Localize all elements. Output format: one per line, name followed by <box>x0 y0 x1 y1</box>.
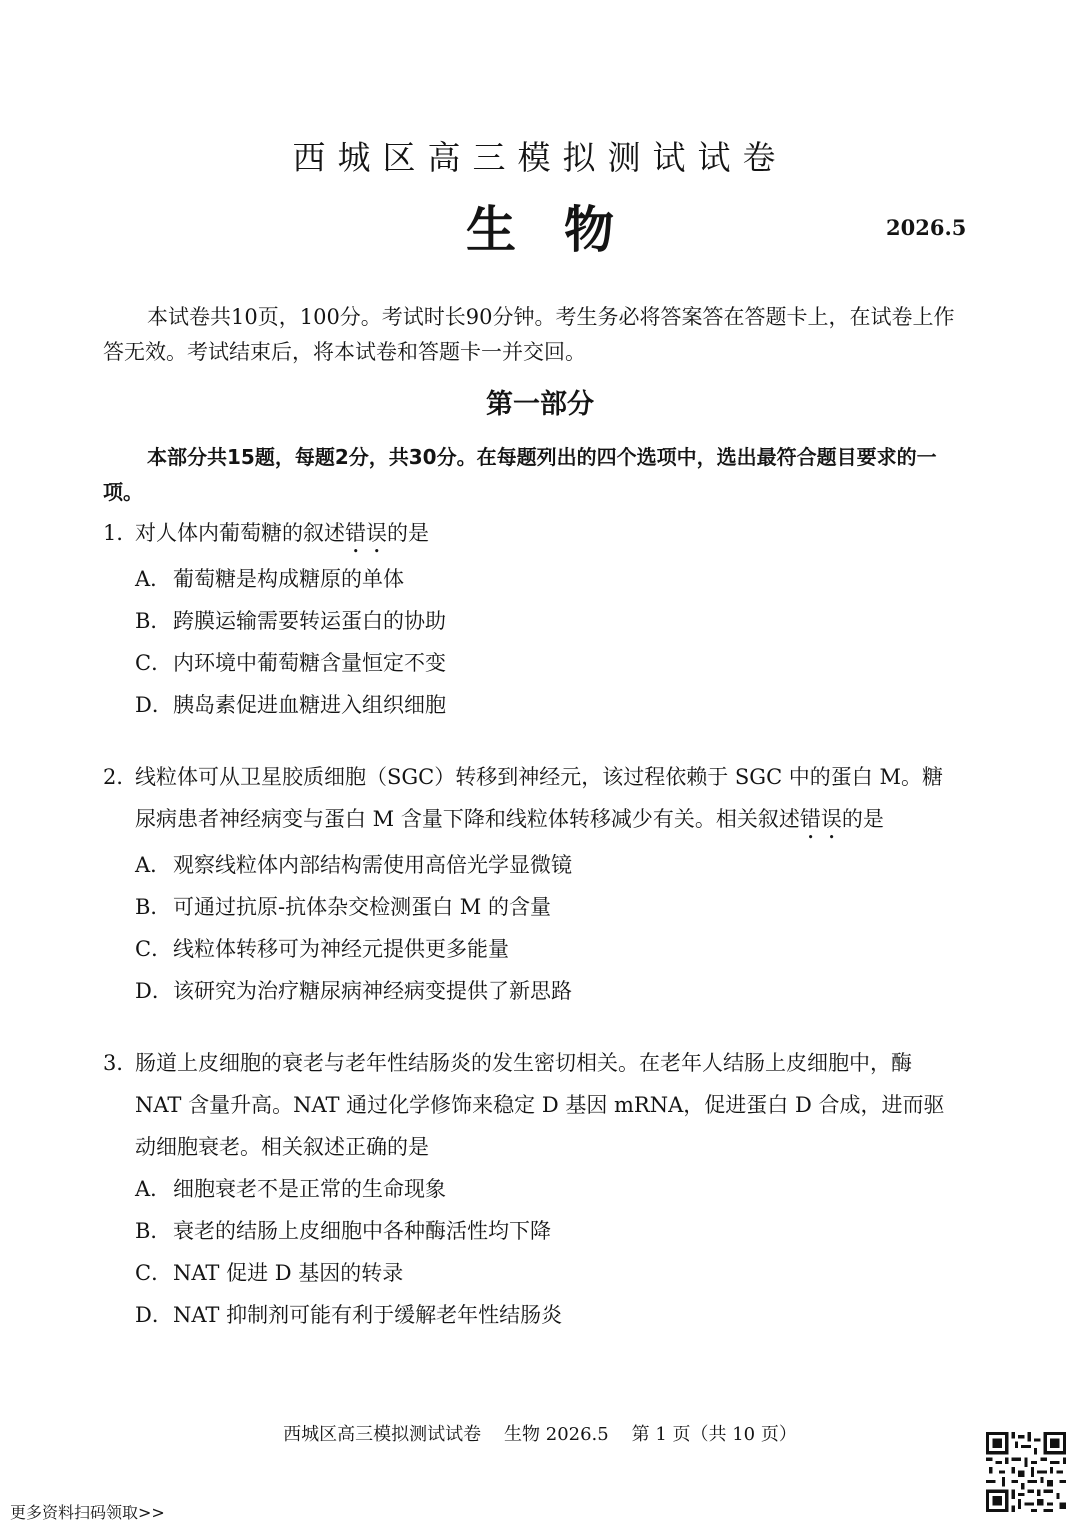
option-d <box>103 970 963 1012</box>
option-a <box>103 558 963 600</box>
stem-text: 线粒体可从卫星胶质细胞（SGC）转移到神经元，该过程依赖于 SGC 中的蛋白 M。糖尿病患者神经病变与蛋白 M 含量下降和线粒体转移减少有关。相关叙述 <box>135 765 943 831</box>
question-text <box>135 512 963 558</box>
option-letter: D． <box>135 1303 173 1327</box>
option-text: 线粒体转移可为神经元提供更多能量 <box>173 937 509 961</box>
promo-link[interactable]: 更多资料扫码领取>> <box>10 1503 165 1522</box>
question-1 <box>103 512 963 726</box>
option-b <box>103 1210 963 1252</box>
option-text: 该研究为治疗糖尿病神经病变提供了新思路 <box>173 979 572 1003</box>
stem-emphasis: 错误 <box>345 521 387 545</box>
exam-date: 2026.5 <box>886 215 967 240</box>
option-letter: C． <box>135 937 173 961</box>
stem-text: 肠道上皮细胞的衰老与老年性结肠炎的发生密切相关。在老年人结肠上皮细胞中，酶 NAT 含量升高。NAT 通过化学修饰来稳定 D 基因 mRNA，促进蛋白 D 合成，进而驱动细胞衰老。相关叙述正确的是 <box>135 1051 945 1159</box>
question-text <box>135 1042 963 1168</box>
question-text <box>135 756 963 844</box>
intro-text: 本试卷共10页，100分。考试时长90分钟。考生务必将答案答在答题卡上，在试卷上作答无效。考试结束后，将本试卷和答题卡一并交回。 <box>103 305 955 364</box>
qr-code-icon[interactable] <box>986 1432 1066 1512</box>
option-text: 观察线粒体内部结构需使用高倍光学显微镜 <box>173 853 572 877</box>
section-title: 第一部分 <box>486 389 594 420</box>
option-letter: A． <box>135 567 172 591</box>
option-text: 衰老的结肠上皮细胞中各种酶活性均下降 <box>173 1219 551 1243</box>
option-text: 内环境中葡萄糖含量恒定不变 <box>173 651 446 675</box>
page-footer: 西城区高三模拟测试试卷 生物 2026.5 第 1 页（共 10 页） <box>283 1424 797 1445</box>
option-letter: A． <box>135 853 172 877</box>
option-c <box>103 642 963 684</box>
option-letter: C． <box>135 1261 173 1285</box>
option-letter: B． <box>135 1219 172 1243</box>
question-3 <box>103 1042 963 1336</box>
stem-text: 对人体内葡萄糖的叙述 <box>135 521 345 545</box>
option-letter: B． <box>135 895 172 919</box>
question-number: 3． <box>103 1051 138 1075</box>
subject-title: 生物 <box>466 200 662 259</box>
option-letter: C． <box>135 651 173 675</box>
option-text: 跨膜运输需要转运蛋白的协助 <box>173 609 446 633</box>
option-text: 葡萄糖是构成糖原的单体 <box>173 567 404 591</box>
option-b <box>103 600 963 642</box>
stem-emphasis: 错误 <box>799 807 842 831</box>
option-b <box>103 886 963 928</box>
stem-text-end: 的是 <box>841 807 884 831</box>
option-d <box>103 1294 963 1336</box>
option-letter: B． <box>135 609 172 633</box>
question-stem <box>103 1042 963 1168</box>
option-text: NAT 促进 D 基因的转录 <box>173 1261 404 1285</box>
option-letter: D． <box>135 693 173 717</box>
option-text: 胰岛素促进血糖进入组织细胞 <box>173 693 446 717</box>
option-c <box>103 928 963 970</box>
question-stem <box>103 756 963 844</box>
question-stem <box>103 512 963 558</box>
question-number: 1． <box>103 521 138 545</box>
option-d <box>103 684 963 726</box>
option-text: 细胞衰老不是正常的生命现象 <box>173 1177 446 1201</box>
option-text: 可通过抗原-抗体杂交检测蛋白 M 的含量 <box>173 895 551 919</box>
option-c <box>103 1252 963 1294</box>
question-2 <box>103 756 963 1012</box>
option-text: NAT 抑制剂可能有利于缓解老年性结肠炎 <box>173 1303 563 1327</box>
stem-text-end: 的是 <box>387 521 429 545</box>
option-letter: D． <box>135 979 173 1003</box>
option-letter: A． <box>135 1177 172 1201</box>
question-number: 2． <box>103 765 138 789</box>
page-title: 西城区高三模拟测试试卷 <box>292 138 788 177</box>
option-a <box>103 844 963 886</box>
section-instruction: 本部分共15题，每题2分，共30分。在每题列出的四个选项中，选出最符合题目要求的一项。 <box>103 445 937 504</box>
option-a <box>103 1168 963 1210</box>
